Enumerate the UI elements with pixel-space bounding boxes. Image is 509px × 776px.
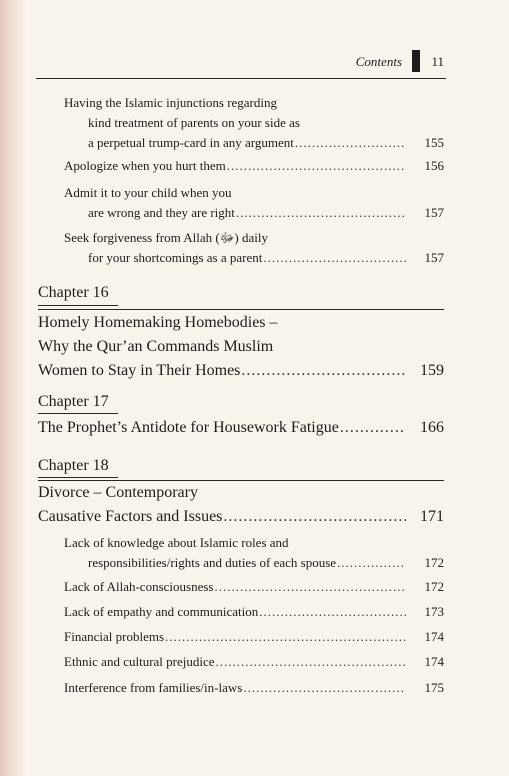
page-number: 11 bbox=[431, 54, 444, 69]
chapter-label: Chapter 18 bbox=[38, 457, 109, 474]
toc-entry-line: Lack of knowledge about Islamic roles and bbox=[64, 535, 289, 550]
chapter-label-underline bbox=[38, 477, 118, 478]
toc-page-number: 155 bbox=[424, 135, 444, 150]
chapter-title-entry[interactable] bbox=[38, 416, 444, 440]
toc-entry-line: Apologize when you hurt them bbox=[64, 158, 226, 173]
toc-entry[interactable] bbox=[64, 93, 444, 153]
running-header bbox=[36, 50, 446, 78]
toc-entry-last-line bbox=[64, 248, 444, 268]
toc-entry[interactable] bbox=[64, 183, 444, 223]
chapter-title-line: The Prophet’s Antidote for Housework Fatigue bbox=[38, 419, 339, 436]
dot-leader bbox=[259, 602, 406, 622]
toc-entry[interactable] bbox=[64, 602, 444, 622]
toc-entry[interactable] bbox=[64, 533, 444, 573]
toc-page-number: 157 bbox=[424, 205, 444, 220]
toc-entry-line: Seek forgiveness from Allah (ﷻ) daily bbox=[64, 230, 268, 245]
dot-leader bbox=[223, 505, 406, 529]
dot-leader bbox=[227, 156, 406, 176]
toc-entry-last-line bbox=[64, 156, 444, 176]
chapter-title-last-line bbox=[38, 359, 444, 383]
toc-entry-last-line bbox=[64, 203, 444, 223]
toc-entry[interactable] bbox=[64, 577, 444, 597]
chapter-title-entry[interactable] bbox=[38, 311, 444, 383]
dot-leader bbox=[241, 359, 406, 383]
toc-entry[interactable] bbox=[64, 652, 444, 672]
dot-leader bbox=[236, 203, 406, 223]
toc-entry-line: Financial problems bbox=[64, 629, 165, 644]
toc-entry-line: Admit it to your child when you bbox=[64, 185, 232, 200]
dot-leader bbox=[263, 248, 406, 268]
dot-leader bbox=[340, 416, 406, 440]
toc-entry-line: Ethnic and cultural prejudice bbox=[64, 654, 215, 669]
toc-entry-last-line bbox=[64, 678, 444, 698]
toc-entry-line: for your shortcomings as a parent bbox=[88, 250, 263, 265]
chapter-label-underline bbox=[38, 305, 118, 306]
toc-entry[interactable] bbox=[64, 678, 444, 698]
dot-leader bbox=[214, 577, 406, 597]
chapter-title-last-line bbox=[38, 505, 444, 529]
chapter-title-line: Why the Qur’an Commands Muslim bbox=[38, 338, 274, 355]
toc-entry-last-line bbox=[64, 577, 444, 597]
toc-entry[interactable] bbox=[64, 627, 444, 647]
toc-entry-line: Having the Islamic injunctions regarding bbox=[64, 95, 278, 110]
dot-leader bbox=[165, 627, 406, 647]
toc-page-number: 166 bbox=[420, 419, 444, 436]
toc-entry-last-line bbox=[64, 553, 444, 573]
toc-page-number: 174 bbox=[424, 629, 444, 644]
toc-entry-last-line bbox=[64, 652, 444, 672]
toc-entry-line: a perpetual trump-card in any argument bbox=[88, 135, 294, 150]
toc-entry-last-line bbox=[64, 627, 444, 647]
toc-entry-last-line bbox=[64, 133, 444, 153]
toc-page-number: 171 bbox=[420, 508, 444, 525]
running-header-title: Contents bbox=[355, 54, 402, 69]
toc-entry-line: responsibilities/rights and duties of each spouse bbox=[88, 555, 337, 570]
toc-page-number: 172 bbox=[424, 579, 444, 594]
dot-leader bbox=[337, 553, 406, 573]
toc-page-number: 159 bbox=[420, 362, 444, 379]
toc-entry-last-line bbox=[64, 602, 444, 622]
header-rule bbox=[36, 78, 446, 79]
chapter-title-line: Homely Homemaking Homebodies – bbox=[38, 314, 278, 331]
chapter-title-line: Women to Stay in Their Homes bbox=[38, 362, 241, 379]
chapter-title-line: Causative Factors and Issues bbox=[38, 508, 223, 525]
toc-page-number: 174 bbox=[424, 654, 444, 669]
dot-leader bbox=[295, 133, 406, 153]
toc-entry-line: are wrong and they are right bbox=[88, 205, 235, 220]
toc-entry[interactable] bbox=[64, 228, 444, 268]
toc-entry-line: Lack of Allah-consciousness bbox=[64, 579, 214, 594]
chapter-title-last-line bbox=[38, 416, 444, 440]
toc-entry-line: Lack of empathy and communication bbox=[64, 604, 259, 619]
toc-page-number: 172 bbox=[424, 555, 444, 570]
toc-page-number: 156 bbox=[424, 158, 444, 173]
chapter-label: Chapter 17 bbox=[38, 393, 109, 410]
toc-entry-line: kind treatment of parents on your side as bbox=[88, 115, 300, 130]
dot-leader bbox=[216, 652, 406, 672]
chapter-label-underline bbox=[38, 413, 118, 414]
toc-page-number: 157 bbox=[424, 250, 444, 265]
toc-entry[interactable] bbox=[64, 156, 444, 176]
toc-page-number: 173 bbox=[424, 604, 444, 619]
toc-entry-line: Interference from families/in-laws bbox=[64, 680, 243, 695]
header-bar-marker bbox=[412, 50, 420, 72]
chapter-label: Chapter 16 bbox=[38, 284, 109, 301]
toc-page-number: 175 bbox=[424, 680, 444, 695]
book-spine-shadow bbox=[0, 0, 26, 776]
chapter-rule bbox=[38, 309, 444, 310]
dot-leader bbox=[243, 678, 406, 698]
chapter-title-line: Divorce – Contemporary bbox=[38, 484, 198, 501]
chapter-title-entry[interactable] bbox=[38, 481, 444, 529]
